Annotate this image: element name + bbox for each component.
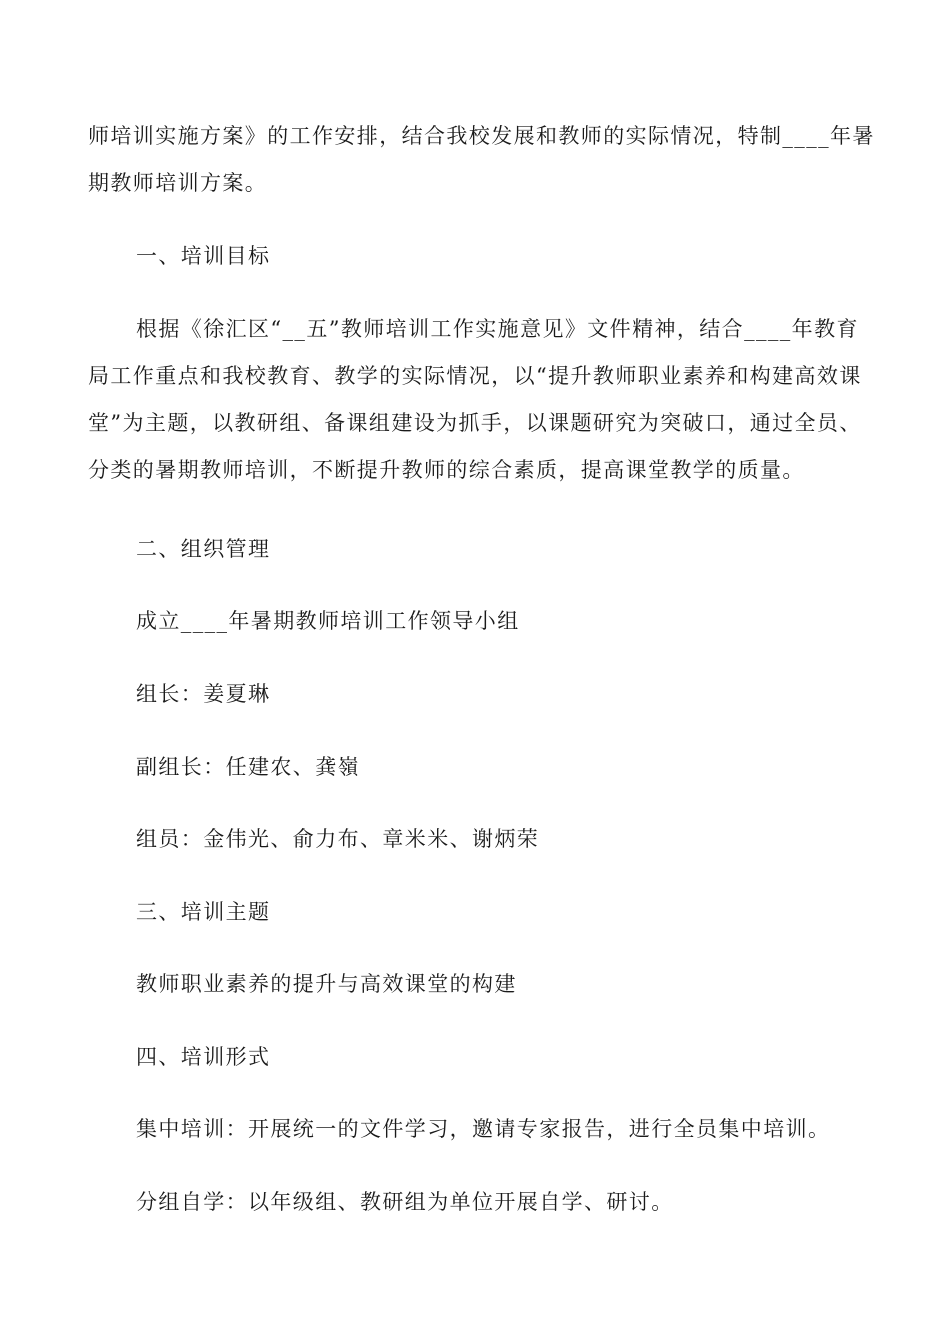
intro-line-1: 师培训实施方案》的工作安排，结合我校发展和教师的实际情况，特制____年暑 xyxy=(88,124,875,148)
goal-line-2: 局工作重点和我校教育、教学的实际情况，以“提升教师职业素养和构建高效课 xyxy=(88,364,862,388)
leader-line: 组长：姜夏琳 xyxy=(136,682,271,706)
section-heading-form: 四、培训形式 xyxy=(136,1045,271,1069)
goal-paragraph xyxy=(88,306,864,494)
intro-paragraph xyxy=(88,113,875,207)
section-heading-theme: 三、培训主题 xyxy=(136,900,271,924)
members-line: 组员：金伟光、俞力布、章米米、谢炳荣 xyxy=(136,827,540,851)
section-heading-goal: 一、培训目标 xyxy=(136,244,271,268)
theme-line: 教师职业素养的提升与高效课堂的构建 xyxy=(136,972,517,996)
goal-line-1: 根据《徐汇区“__五”教师培训工作实施意见》文件精神，结合____年教育 xyxy=(136,317,859,341)
section-heading-organization: 二、组织管理 xyxy=(136,537,271,561)
goal-line-4: 分类的暑期教师培训，不断提升教师的综合素质，提高课堂教学的质量。 xyxy=(88,458,805,482)
goal-line-3: 堂”为主题，以教研组、备课组建设为抓手，以课题研究为突破口，通过全员、 xyxy=(88,411,862,435)
form-line-1: 集中培训：开展统一的文件学习，邀请专家报告，进行全员集中培训。 xyxy=(136,1117,831,1141)
vice-leader-line: 副组长：任建农、龚嶺 xyxy=(136,755,360,779)
intro-line-2: 期教师培训方案。 xyxy=(88,171,268,195)
form-line-2: 分组自学：以年级组、教研组为单位开展自学、研讨。 xyxy=(136,1190,674,1214)
org-line: 成立____年暑期教师培训工作领导小组 xyxy=(136,609,520,633)
